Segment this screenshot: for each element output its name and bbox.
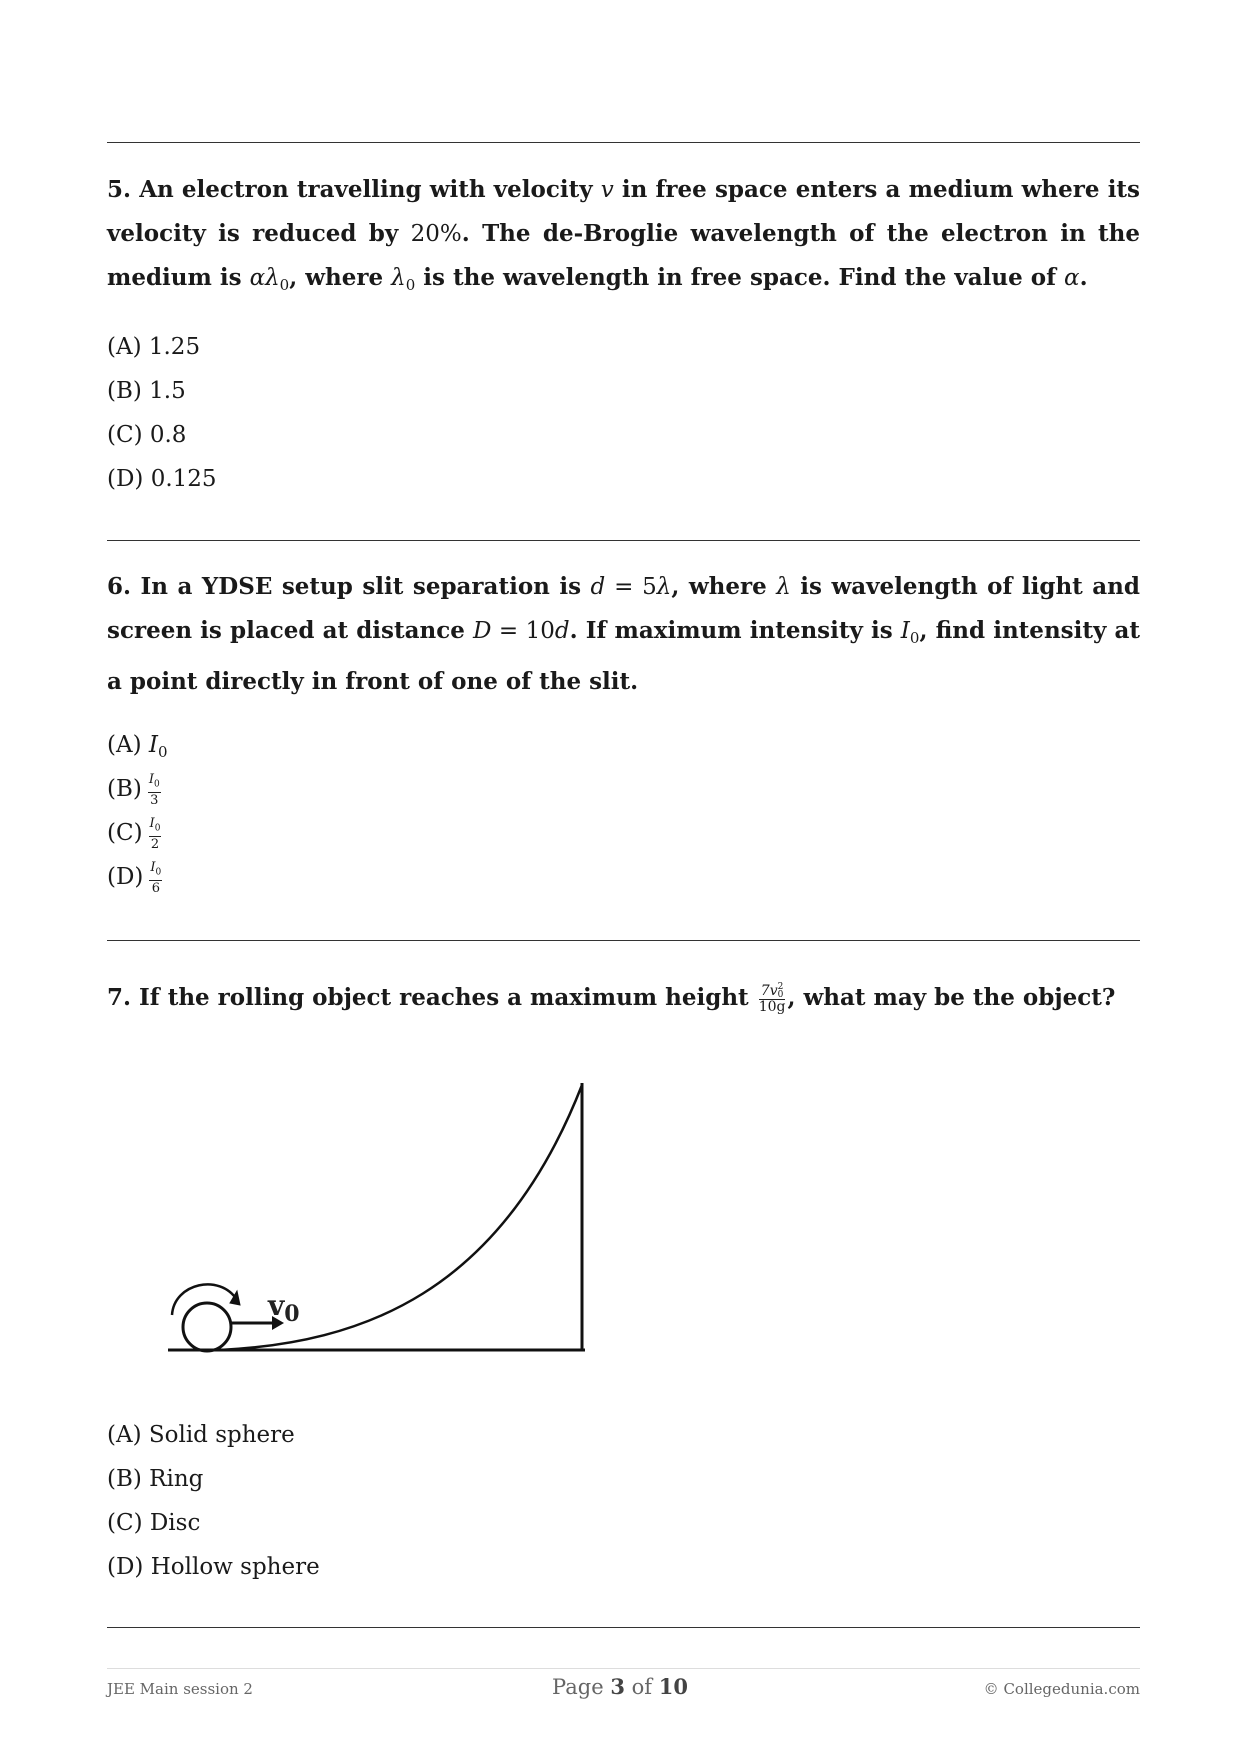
question-7-options xyxy=(107,1413,320,1589)
option-b: (B) 1.5 xyxy=(107,378,186,404)
option-c: (C) 0.8 xyxy=(107,422,187,448)
fraction: $\frac{I_0}{2}$ xyxy=(149,815,161,853)
separator-top xyxy=(107,142,1140,143)
question-6: 6. In a YDSE setup slit separation is d = 5λ, where λ is wavelength of light and screen is placed at distance D = 10d. If maximum intensity is $I_0$, find intensity at a point directly in front of one of the slit. xyxy=(107,573,1140,695)
footer-right: © Collegedunia.com xyxy=(983,1680,1140,1698)
question-6-options xyxy=(107,723,168,899)
separator-bottom xyxy=(107,1627,1140,1628)
fraction: $\frac{I_0}{6}$ xyxy=(150,859,162,897)
separator-q6-q7 xyxy=(107,940,1140,941)
option-b: (B) Ring xyxy=(107,1466,204,1492)
option-a: (A) Solid sphere xyxy=(107,1422,295,1448)
ramp-figure xyxy=(160,1075,600,1395)
fraction: $\frac{I_0}{3}$ xyxy=(148,771,160,809)
footer-divider xyxy=(107,1668,1140,1669)
question-number: 5. xyxy=(107,176,132,203)
rotation-arrow-icon xyxy=(172,1284,237,1315)
velocity-label: $v_0$ xyxy=(268,1289,300,1327)
question-number: 6. xyxy=(107,573,132,600)
question-5: 5. An electron travelling with velocity v in free space enters a medium where its velocity is reduced by 20%. The de-Broglie wavelength of the electron in the medium is $\alpha\lambda_0$, where $\lambda_0$ is the wavelength in free space. Find the value of α. xyxy=(107,176,1140,294)
height-fraction: 7v 2 0 10g xyxy=(758,982,786,1015)
rolling-ball xyxy=(183,1303,231,1351)
question-7: 7. If the rolling object reaches a maximum height 7v 2 0 10g , what may be the object? xyxy=(107,982,1116,1015)
option-a: (A) $I_0$ xyxy=(107,732,168,761)
option-c: (C) Disc xyxy=(107,1510,201,1536)
page-indicator: Page 3 of 10 xyxy=(552,1674,688,1699)
separator-q5-q6 xyxy=(107,540,1140,541)
option-d: (D) 0.125 xyxy=(107,466,217,492)
option-d: (D) $\frac{I_0}{6}$ xyxy=(107,859,162,897)
question-5-options xyxy=(107,325,217,501)
option-c: (C) $\frac{I_0}{2}$ xyxy=(107,815,161,853)
footer-left: JEE Main session 2 xyxy=(107,1680,253,1698)
question-number: 7. xyxy=(107,984,132,1011)
option-d: (D) Hollow sphere xyxy=(107,1554,320,1580)
option-b: (B) $\frac{I_0}{3}$ xyxy=(107,771,160,809)
option-a: (A) 1.25 xyxy=(107,334,201,360)
